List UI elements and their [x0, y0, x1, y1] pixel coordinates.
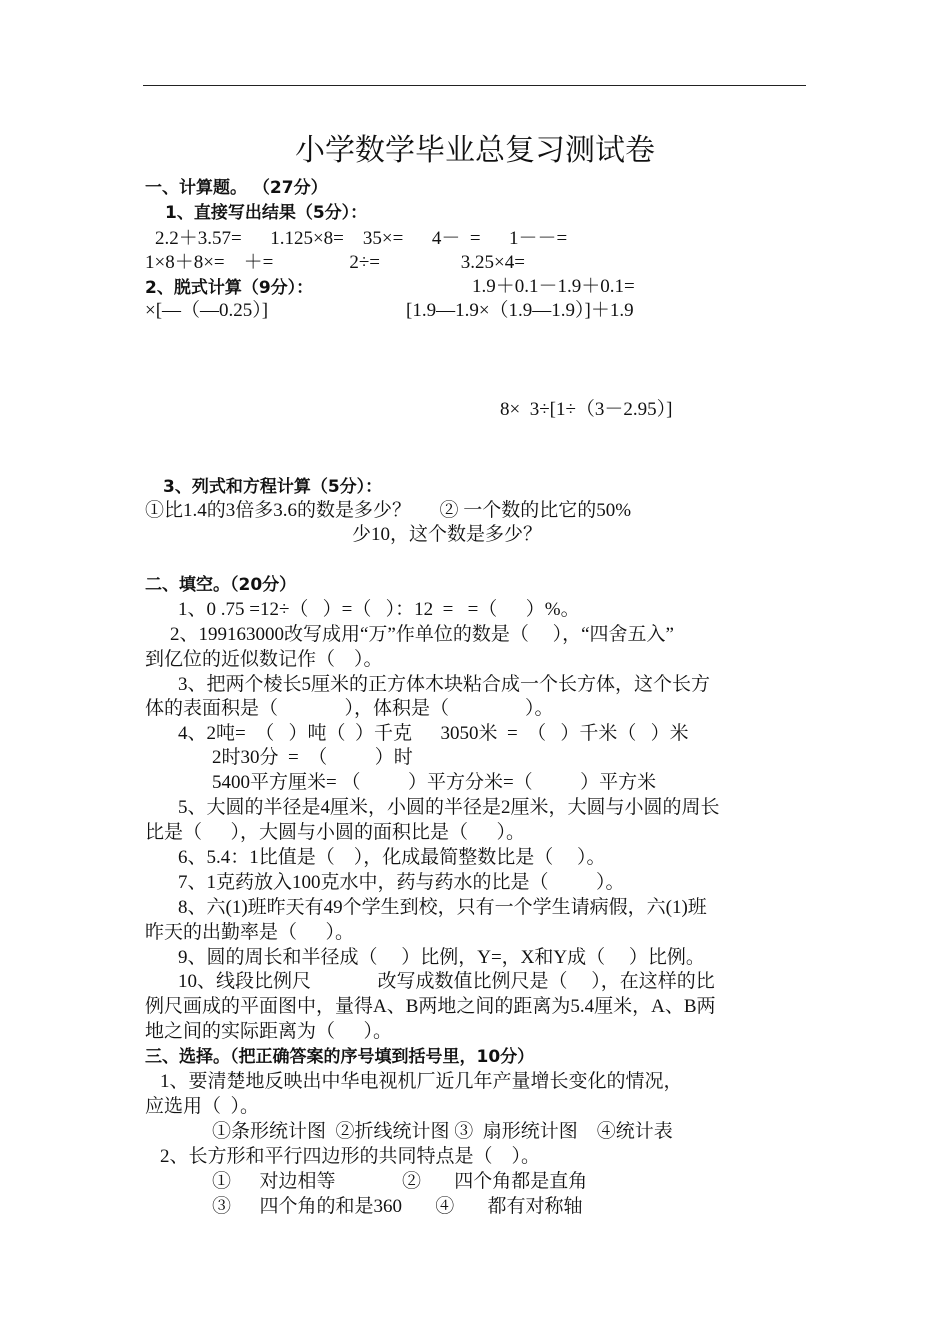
direct-calc-row-2: 1×8＋8×= ＋= 2÷= 3.25×4=	[145, 252, 525, 273]
fill-q7: 7、1克药放入100克水中，药与药水的比是（ ）。	[178, 872, 625, 893]
fill-q5-line2: 比是（ ），大圆与小圆的面积比是（ ）。	[145, 822, 526, 843]
page-title: 小学数学毕业总复习测试卷	[295, 133, 655, 168]
fill-q10-line1: 10、线段比例尺 改写成数值比例尺是（ ），在这样的比	[178, 971, 715, 992]
question-1-1-heading: 1、直接写出结果（5分）：	[165, 203, 368, 223]
header-rule	[143, 85, 806, 86]
choice-q1-line1: 1、要清楚地反映出中华电视机厂近几年产量增长变化的情况，	[160, 1071, 683, 1092]
fill-q5-line1: 5、大圆的半径是4厘米，小圆的半径是2厘米，大圆与小圆的周长	[178, 797, 720, 818]
fill-q4-line3: 5400平方厘米= （ ）平方分米=（ ）平方米	[212, 772, 657, 793]
section-1-heading: 一、计算题。 （27分）	[145, 178, 328, 198]
step-calc-3: [1.9—1.9×（1.9—1.9）]＋1.9	[406, 300, 634, 321]
fill-q3-line1: 3、把两个棱长5厘米的正方体木块粘合成一个长方体，这个长方	[178, 674, 711, 695]
equation-question-row-1: ①比1.4的3倍多3.6的数是多少？ ② 一个数的比它的50%	[145, 500, 632, 521]
fill-q10-line2: 例尺画成的平面图中，量得A、B两地之间的距离为5.4厘米，A、B两	[145, 996, 716, 1017]
equation-question-row-2: 少10，这个数是多少？	[352, 524, 543, 545]
step-calc-4: 8× 3÷[1÷（3－2.95）]	[500, 399, 673, 420]
fill-q4-line1: 4、2吨= （ ）吨（ ）千克 3050米 = （ ）千米（ ）米	[178, 723, 689, 744]
question-1-2-heading: 2、脱式计算（9分）：	[145, 278, 314, 298]
step-calc-2: ×[—（—0.25）]	[145, 300, 269, 321]
fill-q10-line3: 地之间的实际距离为（ ）。	[145, 1021, 393, 1042]
fill-q6: 6、5.4：1比值是（ ），化成最简整数比是（ ）。	[178, 847, 606, 868]
fill-q8-line2: 昨天的出勤率是（ ）。	[145, 922, 355, 943]
choice-q1-options: ①条形统计图 ②折线统计图 ③ 扇形统计图 ④统计表	[212, 1121, 673, 1142]
choice-q1-line2: 应选用（ ）。	[145, 1096, 260, 1117]
section-3-heading: 三、选择。（把正确答案的序号填到括号里，10分）	[145, 1047, 535, 1067]
choice-q2-options-2: ③ 四个角的和是360 ④ 都有对称轴	[212, 1196, 583, 1217]
question-1-3-heading: 3、列式和方程计算（5分）：	[163, 477, 383, 497]
section-2-heading: 二、填空。（20分）	[145, 575, 297, 595]
fill-q9: 9、圆的周长和半径成（ ）比例，Y=，X和Y成（ ）比例。	[178, 947, 705, 968]
fill-q2-line1: 2、199163000改写成用“万”作单位的数是（ ），“四舍五入”	[170, 624, 674, 645]
fill-q1: 1、0 .75 =12÷（ ）=（ ）：12 = =（ ）%。	[178, 599, 580, 620]
fill-q2-line2: 到亿位的近似数记作（ ）。	[145, 649, 383, 670]
step-calc-1: 1.9＋0.1－1.9＋0.1=	[472, 276, 635, 297]
fill-q4-line2: 2时30分 = （ ）时	[212, 747, 413, 768]
choice-q2-line1: 2、长方形和平行四边形的共同特点是（ ）。	[160, 1146, 541, 1167]
fill-q8-line1: 8、六(1)班昨天有49个学生到校，只有一个学生请病假，六(1)班	[178, 897, 707, 918]
choice-q2-options-1: ① 对边相等 ② 四个角都是直角	[212, 1171, 588, 1192]
direct-calc-row-1: 2.2＋3.57= 1.125×8= 35×= 4－ = 1－－=	[155, 228, 568, 249]
fill-q3-line2: 体的表面积是（ ），体积是（ ）。	[145, 698, 554, 719]
